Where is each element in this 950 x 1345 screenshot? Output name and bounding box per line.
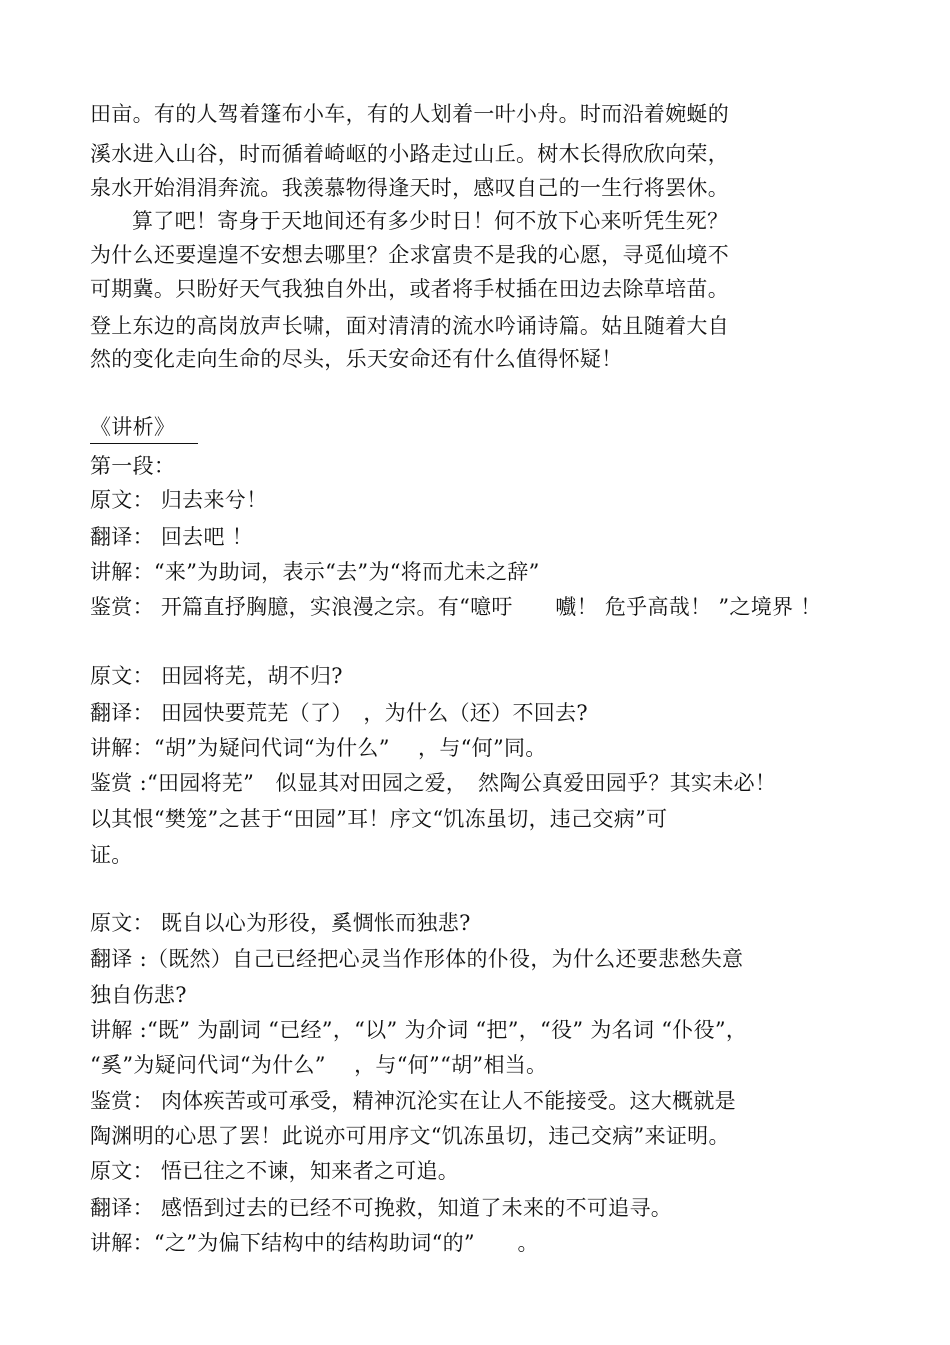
- translation-line: 然的变化走向生命的尽头，乐天安命还有什么值得怀疑！: [90, 347, 623, 371]
- translation-line: 田亩。有的人驾着篷布小车，有的人划着一叶小舟。时而沿着婉蜒的: [90, 102, 729, 126]
- analysis-line: 翻译 :（既然）自己已经把心灵当作形体的仆役，为什么还要悲愁失意: [90, 947, 744, 971]
- analysis-line: 讲解：“胡”为疑问代词“为什么” ，与“何”同。: [90, 736, 547, 760]
- analysis-line: 陶渊明的心思了罢！此说亦可用序文“饥冻虽切，违己交病”来证明。: [90, 1124, 730, 1148]
- analysis-line: 翻译： 田园快要荒芜（了） ，为什么（还）不回去?: [90, 701, 588, 725]
- analysis-line: 证。: [90, 843, 133, 867]
- analysis-line: 讲解 :“既” 为副词 “已经”，“以” 为介词 “把”，“役” 为名词 “仆役”，: [90, 1018, 748, 1042]
- translation-line: 溪水进入山谷，时而循着崎岖的小路走过山丘。树木长得欣欣向荣，: [90, 142, 729, 166]
- translation-line: 算了吧！寄身于天地间还有多少时日！何不放下心来听凭生死？: [132, 209, 729, 233]
- analysis-line: 以其恨“樊笼”之甚于“田园”耳！序文“饥冻虽切，违己交病”可: [90, 807, 668, 831]
- translation-line: 泉水开始涓涓奔流。我羡慕物得逢天时，感叹自己的一生行将罢休。: [90, 176, 729, 200]
- analysis-title: 《讲析》: [90, 415, 176, 439]
- analysis-line: 原文： 归去来兮！: [90, 488, 268, 512]
- analysis-line: 翻译： 感悟到过去的已经不可挽救，知道了未来的不可追寻。: [90, 1196, 673, 1220]
- analysis-line: 第一段：: [90, 454, 176, 478]
- analysis-line: 鉴赏 :“田园将芜” 似显其对田园之爱， 然陶公真爱田园乎？其实未必！: [90, 771, 777, 795]
- translation-line: 可期冀。只盼好天气我独自外出，或者将手杖插在田边去除草培苗。: [90, 277, 729, 301]
- analysis-line: 鉴赏： 肉体疾苦或可承受，精神沉沦实在让人不能接受。这大概就是: [90, 1089, 736, 1113]
- analysis-line: 独自伤悲?: [90, 983, 187, 1007]
- analysis-line: 翻译： 回去吧 ！: [90, 525, 254, 549]
- analysis-line: “奚”为疑问代词“为什么” ，与“何”“胡”相当。: [90, 1053, 548, 1077]
- title-underline: [90, 443, 198, 444]
- analysis-line: 鉴赏： 开篇直抒胸臆，实浪漫之宗。有“噫吁 嚱！ 危乎高哉！ ”之境界 ！: [90, 595, 822, 619]
- analysis-line: 讲解：“之”为偏下结构中的结构助词“的” 。: [90, 1231, 539, 1255]
- analysis-line: 原文： 悟已往之不谏，知来者之可追。: [90, 1159, 460, 1183]
- analysis-line: 讲解：“来”为助词，表示“去”为“将而尤未之辞”: [90, 560, 540, 584]
- analysis-line: 原文： 田园将芜，胡不归?: [90, 664, 343, 688]
- analysis-line: 原文： 既自以心为形役，奚惆怅而独悲?: [90, 911, 471, 935]
- translation-line: 为什么还要遑遑不安想去哪里？企求富贵不是我的心愿，寻觅仙境不: [90, 243, 729, 267]
- translation-line: 登上东边的高岗放声长啸，面对清清的流水吟诵诗篇。姑且随着大自: [90, 314, 729, 338]
